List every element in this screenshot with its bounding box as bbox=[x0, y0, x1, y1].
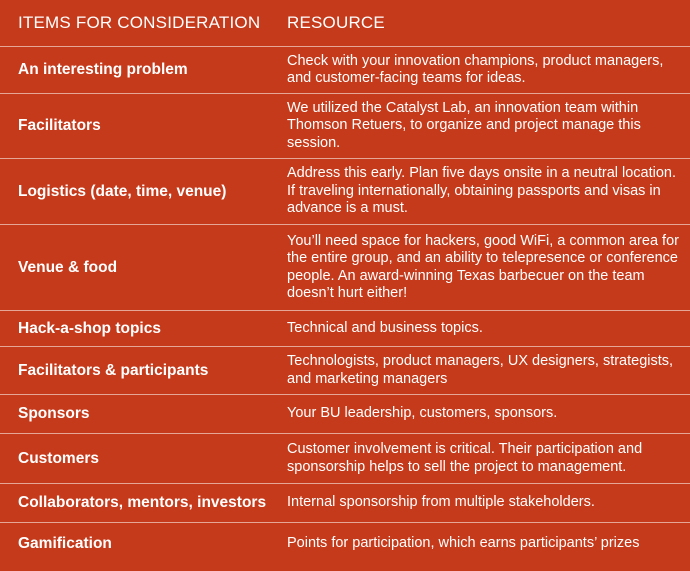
item-cell: Gamification bbox=[18, 534, 112, 552]
resource-cell: Technologists, product managers, UX designers, strategists, and marketing managers bbox=[287, 353, 674, 387]
table-row bbox=[0, 484, 690, 523]
item-cell: Logistics (date, time, venue) bbox=[18, 182, 227, 200]
table-row bbox=[0, 523, 690, 564]
resource-cell: Customer involvement is critical. Their participation and sponsorship helps to sell the project to management. bbox=[287, 441, 643, 475]
resource-cell: Internal sponsorship from multiple stakeholders. bbox=[287, 494, 595, 511]
table-row bbox=[0, 47, 690, 94]
table-row bbox=[0, 225, 690, 311]
resource-cell: Technical and business topics. bbox=[287, 319, 483, 336]
resource-cell: Your BU leadership, customers, sponsors. bbox=[287, 405, 558, 422]
item-cell: Sponsors bbox=[18, 405, 90, 422]
item-cell: Facilitators bbox=[18, 117, 101, 134]
table-row bbox=[0, 395, 690, 434]
item-cell: Hack-a-shop topics bbox=[18, 319, 161, 337]
header-items-for-consideration: ITEMS FOR CONSIDERATION bbox=[18, 13, 261, 32]
item-cell: Venue & food bbox=[18, 258, 118, 276]
resource-cell: Points for participation, which earns participants’ prizes bbox=[287, 534, 640, 551]
table-row bbox=[0, 159, 690, 225]
resource-cell: Check with your innovation champions, product managers, and customer-facing teams for ideas. bbox=[287, 52, 664, 86]
item-cell: Customers bbox=[18, 449, 99, 467]
table-header bbox=[0, 0, 690, 47]
resource-cell: You’ll need space for hackers, good WiFi, a common area for the entire group, and an ability to telepresence or conference people. An award-winning Texas barbecuer on the team doesn’t hurt either! bbox=[287, 232, 679, 301]
table-row bbox=[0, 94, 690, 159]
item-cell: An interesting problem bbox=[18, 61, 188, 78]
resource-cell: Address this early. Plan five days onsite in a neutral location. If traveling internationally, obtaining passports and visas in advance is a must. bbox=[287, 165, 677, 217]
table-row bbox=[0, 311, 690, 347]
header-resource: RESOURCE bbox=[287, 13, 385, 32]
item-cell: Facilitators & participants bbox=[18, 361, 209, 379]
item-cell: Collaborators, mentors, investors bbox=[18, 494, 267, 511]
resource-cell: We utilized the Catalyst Lab, an innovation team within Thomson Retuers, to organize and project manage this session. bbox=[287, 99, 641, 151]
table-row bbox=[0, 347, 690, 395]
table-row bbox=[0, 434, 690, 484]
